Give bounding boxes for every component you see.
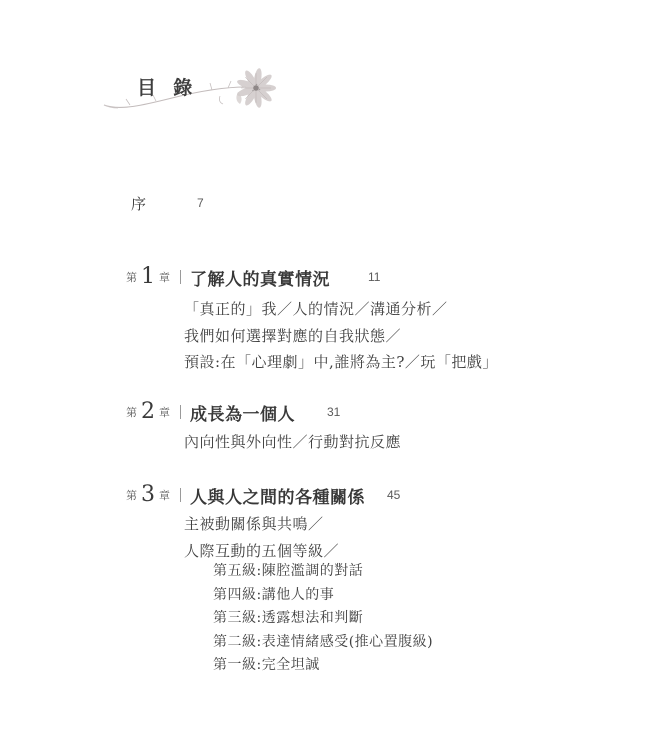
chapter-3-topics xyxy=(184,511,339,564)
level-line: 第二級:表達情緒感受(推心置腹級) xyxy=(213,633,434,650)
flower-branch-ornament xyxy=(100,64,295,116)
level-line: 第一級:完全坦誠 xyxy=(213,657,320,673)
chapter-2-heading xyxy=(126,398,295,426)
chapter-number: 2 xyxy=(141,399,155,424)
chapter-title: 了解人的真實情況 xyxy=(190,269,330,289)
chapter-suffix: 章 xyxy=(159,406,170,419)
chapter-3-page-number: 45 xyxy=(387,488,401,502)
chapter-prefix: 第 xyxy=(126,406,137,419)
chapter-prefix: 第 xyxy=(126,489,137,502)
chapter-number: 3 xyxy=(141,482,155,507)
chapter-number: 1 xyxy=(141,264,155,289)
topic-line: 「真正的」我／人的情況／溝通分析／ xyxy=(184,300,448,318)
chapter-title: 人與人之間的各種關係 xyxy=(190,487,365,507)
chapter-divider xyxy=(180,405,181,419)
topic-line: 主被動關係與共鳴／ xyxy=(184,515,324,533)
chapter-2-topics xyxy=(184,429,401,456)
chapter-3-heading xyxy=(126,481,365,509)
chapter-1-topics xyxy=(184,296,498,376)
topic-line: 我們如何選擇對應的自我狀態／ xyxy=(184,326,402,345)
chapter-suffix: 章 xyxy=(159,489,170,502)
topic-line: 人際互動的五個等級／ xyxy=(184,541,340,560)
chapter-prefix: 第 xyxy=(126,271,137,284)
topic-line: 預設:在「心理劇」中,誰將為主?／玩「把戲」 xyxy=(184,353,498,371)
level-line: 第三級:透露想法和判斷 xyxy=(213,610,364,626)
chapter-divider xyxy=(180,488,181,502)
topic-line: 內向性與外向性／行動對抗反應 xyxy=(184,433,402,451)
chapter-title: 成長為一個人 xyxy=(190,404,295,424)
preface-page-number: 7 xyxy=(197,196,204,210)
page-title: 目 錄 xyxy=(137,77,195,99)
chapter-1-heading xyxy=(126,263,330,291)
chapter-divider xyxy=(180,270,181,284)
chapter-2-page-number: 31 xyxy=(327,405,341,419)
chapter-1-page-number: 11 xyxy=(368,270,381,284)
flower-icon xyxy=(236,68,276,109)
level-line: 第五級:陳腔濫調的對話 xyxy=(213,563,364,579)
level-line: 第四級:講他人的事 xyxy=(213,586,335,603)
preface-label: 序 xyxy=(131,195,147,213)
chapter-3-levels xyxy=(213,560,433,678)
chapter-suffix: 章 xyxy=(159,271,170,284)
